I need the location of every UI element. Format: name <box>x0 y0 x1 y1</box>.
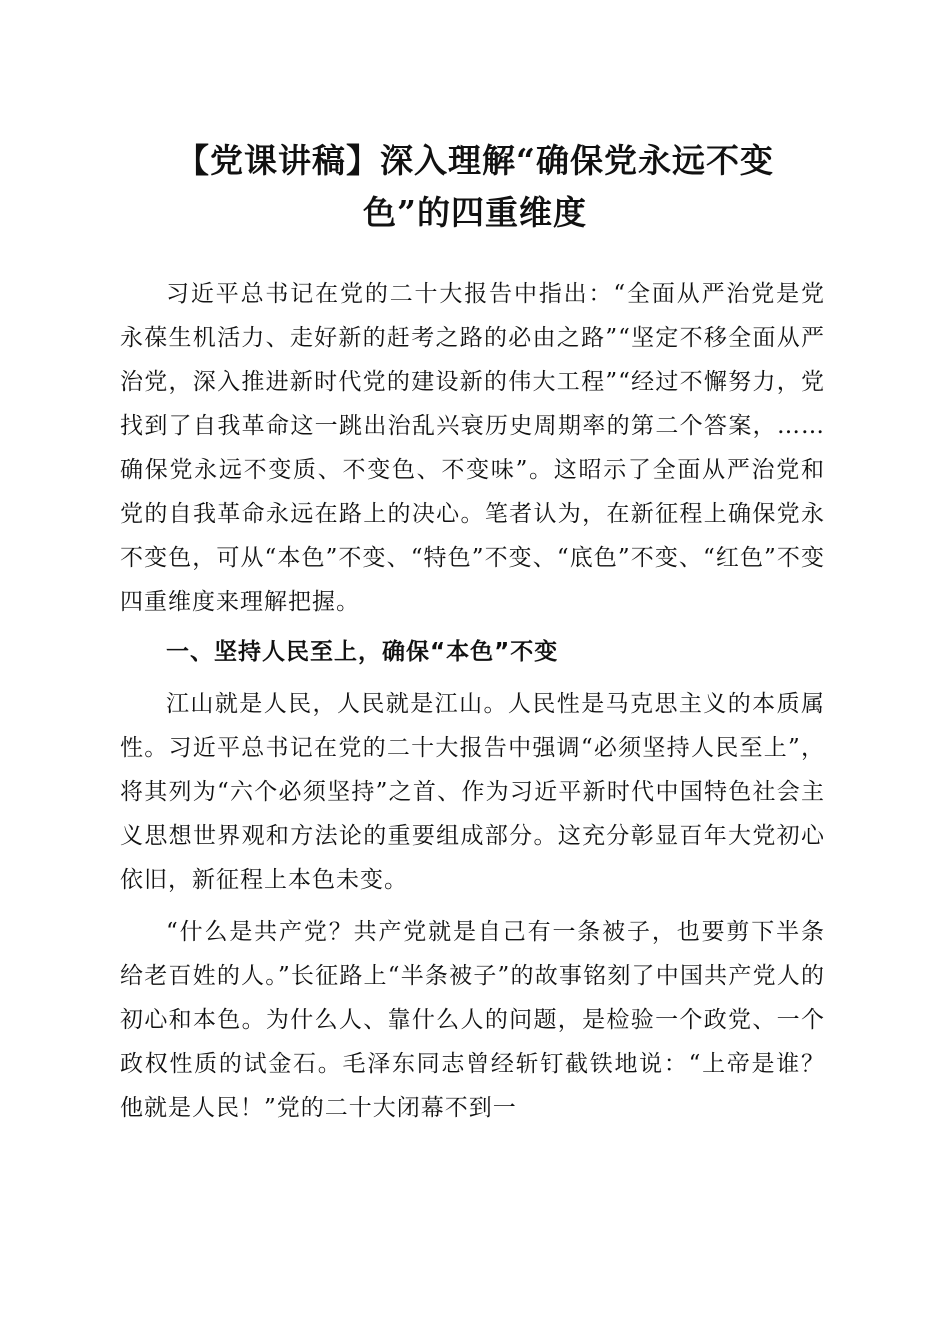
section-1-paragraph-1: 江山就是人民，人民就是江山。人民性是马克思主义的本质属性。习近平总书记在党的二十大报告中强调“必须坚持人民至上”，将其列为“六个必须坚持”之首、作为习近平新时代中国特色社会主义思想世界观和方法论的重要组成部分。这充分彰显百年大党初心依旧，新征程上本色未变。 <box>120 691 825 893</box>
section-1-paragraph-2: “什么是共产党？共产党就是自己有一条被子，也要剪下半条给老百姓的人。”长征路上“半条被子”的故事铭刻了中国共产党人的初心和本色。为什么人、靠什么人的问题，是检验一个政党、一个政权性质的试金石。毛泽东同志曾经斩钉截铁地说：“上帝是谁？他就是人民！”党的二十大闭幕不到一 <box>120 919 825 1121</box>
document-body <box>120 272 825 1138</box>
title-line-2: 色”的四重维度 <box>363 193 587 232</box>
document-title <box>120 135 830 239</box>
intro-paragraph: 习近平总书记在党的二十大报告中指出：“全面从严治党是党永葆生机活力、走好新的赶考之路的必由之路”“坚定不移全面从严治党，深入推进新时代党的建设新的伟大工程”“经过不懈努力，党找到了自我革命这一跳出治乱兴衰历史周期率的第二个答案，……确保党永远不变质、不变色、不变味”。这昭示了全面从严治党和党的自我革命永远在路上的决心。笔者认为，在新征程上确保党永不变色，可从“本色”不变、“特色”不变、“底色”不变、“红色”不变四重维度来理解把握。 <box>120 281 825 615</box>
section-1-heading: 一、坚持人民至上，确保“本色”不变 <box>166 639 559 665</box>
title-line-1: 【党课讲稿】深入理解“确保党永远不变 <box>176 141 774 180</box>
